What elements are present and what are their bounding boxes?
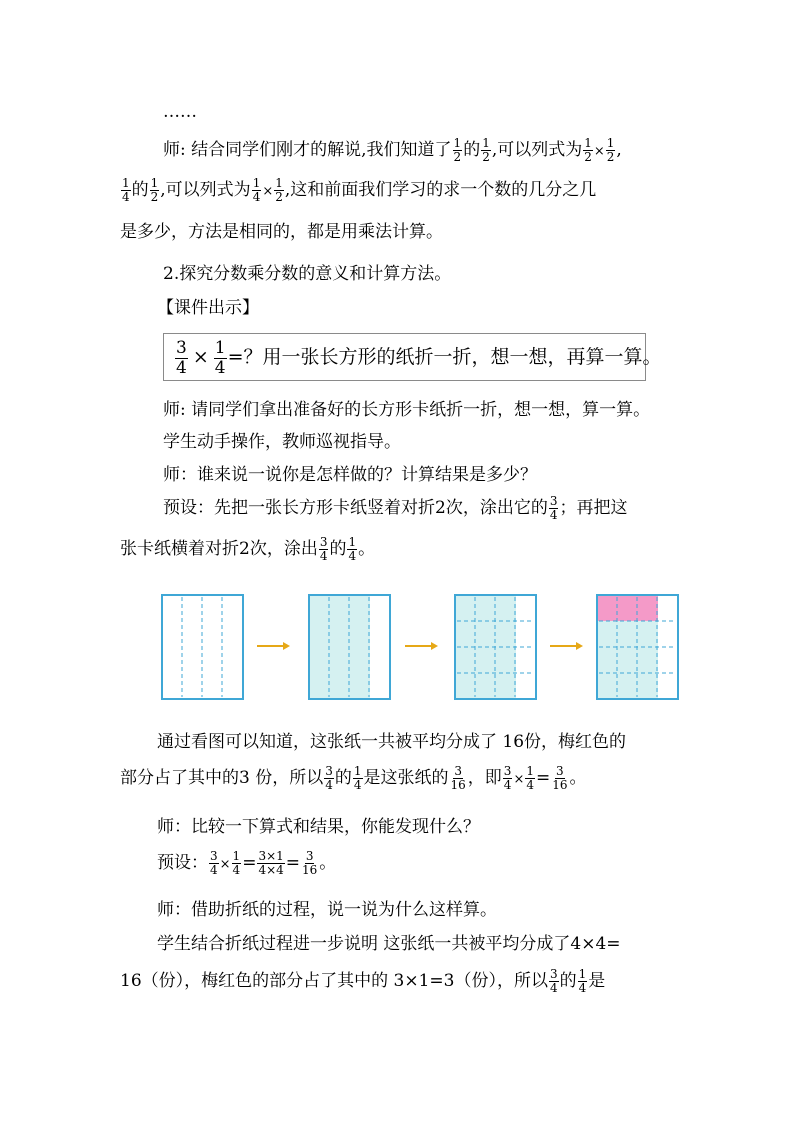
fraction: $\frac{3}{4}$ [319,535,328,563]
fraction: $\frac{3}{4}$ [549,967,558,995]
paragraph-teacher-compare: 师：比较一下算式和结果，你能发现什么？ [157,817,480,837]
fraction: $\frac{1}{4}$ [232,849,241,877]
paragraph-result: 部分占了其中的3 份，所以 $\frac{3}{4}$ 的 $\frac{1}{4}$ 是这张纸的 $\frac{3}{16}$ ，即 $\frac{3}{4}$ × $\frac{1}{4}$ = $\frac{3}{16}$ 。 [120,764,587,792]
fraction: $\frac{3}{4}$ [503,764,512,792]
paragraph-preset-2: 张卡纸横着对折2次，涂出 $\frac{3}{4}$ 的 $\frac{1}{4}$ 。 [120,535,376,563]
paper-card-4 [597,595,678,699]
fraction: $\frac{1}{2}$ [275,176,283,204]
arrow-1 [257,642,290,650]
paragraph-final: 16（份），梅红色的部分占了其中的 3×1=3（份），所以 $\frac{3}{4}$ 的 $\frac{1}{4}$ 是 [120,967,606,995]
fraction: $\frac{3}{4}$ [210,849,218,877]
fraction: $\frac{1}{4}$ [214,337,226,378]
paragraph-line-3: 是多少，方法是相同的，都是用乘法计算。 [120,222,443,242]
fraction: $\frac{1}{2}$ [606,136,615,164]
fraction: $\frac{3}{16}$ [450,764,466,792]
paragraph-teacher-explain: 师: 结合同学们刚才的解说,我们知道了 $\frac{1}{2}$ 的 $\frac{1}{2}$ ,可以列式为 $\frac{1}{2}$ × $\frac{1}{2}$ , [163,136,622,164]
fraction: $\frac{1}{4}$ [578,967,587,995]
fraction: $\frac{1}{4}$ [122,176,130,204]
section-heading: 2.探究分数乘分数的意义和计算方法。 [163,264,452,284]
paragraph-teacher-fold: 师: 请同学们拿出准备好的长方形卡纸折一折，想一想，算一算。 [163,400,651,420]
paper-card-1 [162,595,243,699]
paragraph-students: 学生动手操作，教师巡视指导。 [163,432,401,452]
fraction: $\frac{3}{4}$ [176,337,187,378]
pink-region [598,596,658,621]
problem-box: $\frac{3}{4}$ × $\frac{1}{4}$ =？用一张长方形的纸折一折，想一想，再算一算。 [163,333,646,381]
fraction: $\frac{1}{2}$ [453,136,462,164]
fraction: $\frac{1}{2}$ [584,136,592,164]
fraction: $\frac{3}{16}$ [552,764,568,792]
fraction: $\frac{1}{4}$ [348,535,357,563]
fraction: $\frac{3}{16}$ [302,849,318,877]
courseware-label: 【课件出示】 [157,298,259,318]
paragraph-preset-1: 预设：先把一张长方形卡纸竖着对折2次，涂出它的 $\frac{3}{4}$ ；再把这 [163,494,628,522]
ellipsis: …… [163,102,197,122]
paragraph-preset-formula: 预设： $\frac{3}{4}$ × $\frac{1}{4}$ = $\frac{3\times 1}{4\times 4}$ = $\frac{3}{16}$ 。 [157,849,337,877]
paper-card-3 [455,595,536,699]
fraction: $\frac{1}{4}$ [526,764,534,792]
paragraph-observe: 通过看图可以知道，这张纸一共被平均分成了 16份，梅红色的 [157,732,627,752]
fraction: $\frac{1}{4}$ [252,176,261,204]
arrow-3 [550,642,583,650]
paragraph-line-2: $\frac{1}{4}$ 的 $\frac{1}{2}$ ,可以列式为 $\frac{1}{4}$ × $\frac{1}{2}$ ,这和前面我们学习的求一个数的几分之几 [122,176,597,204]
paragraph-teacher-ask: 师：谁来说一说你是怎样做的？计算结果是多少？ [163,465,537,485]
fraction: $\frac{3}{4}$ [549,494,558,522]
arrow-2 [405,642,438,650]
paragraph-student-explain: 学生结合折纸过程进一步说明 这张纸一共被平均分成了4×4= [157,934,621,954]
paper-card-2 [309,595,390,699]
paragraph-teacher-why: 师：借助折纸的过程，说一说为什么这样算。 [157,900,497,920]
fraction: $\frac{1}{4}$ [353,764,362,792]
fraction: $\frac{3\times 1}{4\times 4}$ [258,849,284,877]
fraction: $\frac{1}{2}$ [482,136,490,164]
fraction: $\frac{3}{4}$ [325,764,333,792]
fraction: $\frac{1}{2}$ [150,176,159,204]
